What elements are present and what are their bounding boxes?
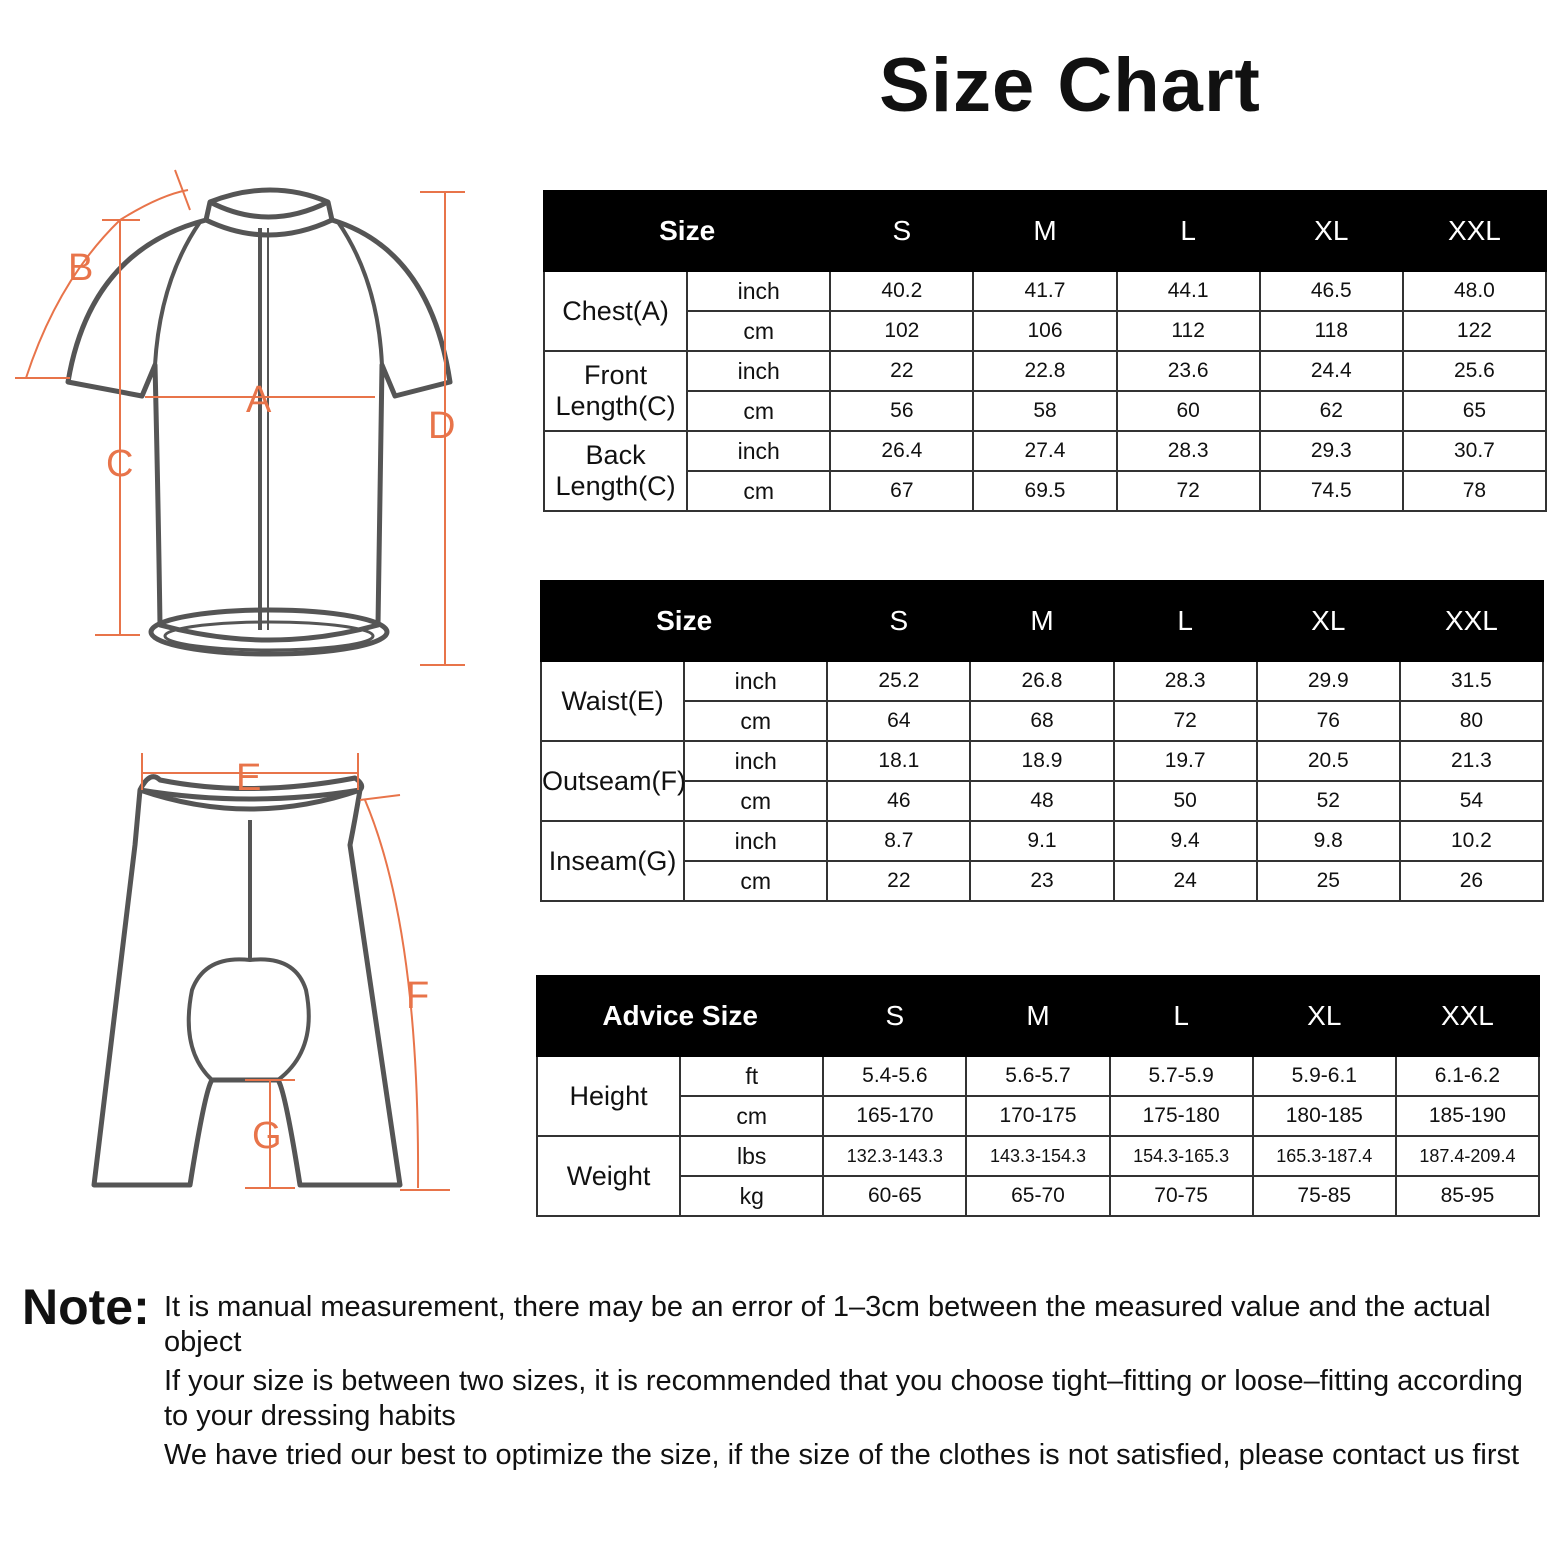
- table-cell: 41.7: [973, 271, 1116, 311]
- table-cell: 52: [1257, 781, 1400, 821]
- note-line: We have tried our best to optimize the size, if the size of the clothes is not satisfied, please contact us first: [164, 1439, 1520, 1471]
- unit-label: inch: [684, 661, 827, 701]
- table-row: [541, 821, 1543, 861]
- unit-label: inch: [684, 821, 827, 861]
- unit-label: inch: [687, 431, 830, 471]
- table-cell: 22: [830, 351, 973, 391]
- table-header-size: M: [973, 191, 1116, 271]
- table-cell: 58: [973, 391, 1116, 431]
- table-row: [537, 1096, 1539, 1136]
- table-cell: 48: [970, 781, 1113, 821]
- table-cell: 175-180: [1110, 1096, 1253, 1136]
- table-cell: 25.2: [827, 661, 970, 701]
- table-cell: 112: [1117, 311, 1260, 351]
- table-cell: 74.5: [1260, 471, 1403, 511]
- table-cell: 106: [973, 311, 1116, 351]
- table-cell: 165-170: [823, 1096, 966, 1136]
- table-header-size: XL: [1257, 581, 1400, 661]
- table-row: [541, 701, 1543, 741]
- table-cell: 30.7: [1403, 431, 1546, 471]
- table-cell: 69.5: [973, 471, 1116, 511]
- table-cell: 25: [1257, 861, 1400, 901]
- table-row: [544, 271, 1546, 311]
- unit-label: cm: [687, 391, 830, 431]
- table-cell: 65-70: [966, 1176, 1109, 1216]
- shorts-outline: [94, 790, 400, 1185]
- table-cell: 24.4: [1260, 351, 1403, 391]
- table-cell: 70-75: [1110, 1176, 1253, 1216]
- table-header-size: M: [966, 976, 1109, 1056]
- table-cell: 154.3-165.3: [1110, 1136, 1253, 1176]
- table-cell: 50: [1114, 781, 1257, 821]
- table-cell: 22: [827, 861, 970, 901]
- table-header-size: XL: [1253, 976, 1396, 1056]
- unit-label: lbs: [680, 1136, 823, 1176]
- table-cell: 118: [1260, 311, 1403, 351]
- table-cell: 85-95: [1396, 1176, 1539, 1216]
- table-cell: 21.3: [1400, 741, 1543, 781]
- table-cell: 25.6: [1403, 351, 1546, 391]
- table-cell: 29.9: [1257, 661, 1400, 701]
- table-row: [541, 781, 1543, 821]
- table-cell: 143.3-154.3: [966, 1136, 1109, 1176]
- unit-label: inch: [684, 741, 827, 781]
- table-cell: 102: [830, 311, 973, 351]
- table-cell: 18.1: [827, 741, 970, 781]
- note-line: If your size is between two sizes, it is recommended that you choose tight–fitting or loose–fitting according to your dressing habits: [164, 1365, 1523, 1432]
- table-cell: 26.8: [970, 661, 1113, 701]
- table-cell: 170-175: [966, 1096, 1109, 1136]
- table-cell: 48.0: [1403, 271, 1546, 311]
- table-header-size: S: [827, 581, 970, 661]
- note-line: It is manual measurement, there may be an error of 1–3cm between the measured value and the actual object: [164, 1291, 1491, 1358]
- table-cell: 18.9: [970, 741, 1113, 781]
- measurement-label: Waist(E): [541, 661, 684, 741]
- measurement-label: Back Length(C): [544, 431, 687, 511]
- table-cell: 165.3-187.4: [1253, 1136, 1396, 1176]
- table-cell: 122: [1403, 311, 1546, 351]
- label-c: C: [106, 443, 134, 485]
- table-row: [537, 1056, 1539, 1096]
- shorts-size-table: [540, 580, 1544, 902]
- table-cell: 6.1-6.2: [1396, 1056, 1539, 1096]
- unit-label: cm: [687, 471, 830, 511]
- page-title: Size Chart: [879, 43, 1261, 128]
- jersey-size-table: [543, 190, 1547, 512]
- table-cell: 26: [1400, 861, 1543, 901]
- shorts-diagram: [80, 750, 480, 1200]
- table-cell: 68: [970, 701, 1113, 741]
- table-cell: 24: [1114, 861, 1257, 901]
- table-cell: 76: [1257, 701, 1400, 741]
- table-cell: 27.4: [973, 431, 1116, 471]
- table-cell: 56: [830, 391, 973, 431]
- note-label: Note:: [22, 1279, 150, 1335]
- table-row: [544, 311, 1546, 351]
- label-d: D: [428, 405, 456, 447]
- table-cell: 40.2: [830, 271, 973, 311]
- table-header-size: S: [823, 976, 966, 1056]
- table-cell: 28.3: [1114, 661, 1257, 701]
- table-row: [544, 471, 1546, 511]
- label-b: B: [68, 247, 94, 289]
- table-row: [544, 391, 1546, 431]
- table-cell: 44.1: [1117, 271, 1260, 311]
- table-header-size: L: [1114, 581, 1257, 661]
- label-a: A: [246, 379, 272, 421]
- table-cell: 78: [1403, 471, 1546, 511]
- table-cell: 62: [1260, 391, 1403, 431]
- table-header-label: Size: [544, 191, 830, 271]
- table-cell: 5.6-5.7: [966, 1056, 1109, 1096]
- table-header-label: Advice Size: [537, 976, 823, 1056]
- table-cell: 23.6: [1117, 351, 1260, 391]
- table-cell: 80: [1400, 701, 1543, 741]
- table-cell: 72: [1117, 471, 1260, 511]
- table-cell: 187.4-209.4: [1396, 1136, 1539, 1176]
- table-header-size: XXL: [1403, 191, 1546, 271]
- table-row: [541, 661, 1543, 701]
- table-header-size: S: [830, 191, 973, 271]
- table-cell: 8.7: [827, 821, 970, 861]
- unit-label: kg: [680, 1176, 823, 1216]
- table-cell: 9.8: [1257, 821, 1400, 861]
- table-cell: 75-85: [1253, 1176, 1396, 1216]
- measurement-label: Outseam(F): [541, 741, 684, 821]
- jersey-diagram: [10, 160, 490, 680]
- unit-label: cm: [684, 701, 827, 741]
- table-cell: 22.8: [973, 351, 1116, 391]
- table-cell: 180-185: [1253, 1096, 1396, 1136]
- table-header-label: Size: [541, 581, 827, 661]
- label-f: F: [406, 975, 430, 1017]
- table-header-size: L: [1110, 976, 1253, 1056]
- table-cell: 60: [1117, 391, 1260, 431]
- table-row: [537, 1176, 1539, 1216]
- table-cell: 185-190: [1396, 1096, 1539, 1136]
- advice-size-table: [536, 975, 1540, 1217]
- table-row: [537, 1136, 1539, 1176]
- table-cell: 46.5: [1260, 271, 1403, 311]
- measurement-label: Weight: [537, 1136, 680, 1216]
- table-row: [541, 861, 1543, 901]
- table-row: [544, 351, 1546, 391]
- table-header-size: M: [970, 581, 1113, 661]
- table-row: [541, 741, 1543, 781]
- measurement-label: Front Length(C): [544, 351, 687, 431]
- table-cell: 54: [1400, 781, 1543, 821]
- unit-label: cm: [684, 781, 827, 821]
- unit-label: cm: [684, 861, 827, 901]
- table-cell: 72: [1114, 701, 1257, 741]
- table-row: [544, 431, 1546, 471]
- measurement-label: Height: [537, 1056, 680, 1136]
- table-cell: 20.5: [1257, 741, 1400, 781]
- unit-label: inch: [687, 351, 830, 391]
- table-cell: 60-65: [823, 1176, 966, 1216]
- table-cell: 31.5: [1400, 661, 1543, 701]
- label-g: G: [252, 1115, 282, 1157]
- table-cell: 26.4: [830, 431, 973, 471]
- table-header-size: XXL: [1396, 976, 1539, 1056]
- table-cell: 29.3: [1260, 431, 1403, 471]
- table-cell: 10.2: [1400, 821, 1543, 861]
- unit-label: ft: [680, 1056, 823, 1096]
- unit-label: cm: [680, 1096, 823, 1136]
- table-cell: 5.9-6.1: [1253, 1056, 1396, 1096]
- measurement-label: Chest(A): [544, 271, 687, 351]
- measurement-label: Inseam(G): [541, 821, 684, 901]
- table-cell: 9.1: [970, 821, 1113, 861]
- table-cell: 132.3-143.3: [823, 1136, 966, 1176]
- table-header-size: XL: [1260, 191, 1403, 271]
- table-cell: 64: [827, 701, 970, 741]
- table-header-size: XXL: [1400, 581, 1543, 661]
- table-cell: 23: [970, 861, 1113, 901]
- label-e: E: [236, 757, 262, 799]
- table-cell: 28.3: [1117, 431, 1260, 471]
- table-cell: 5.4-5.6: [823, 1056, 966, 1096]
- unit-label: cm: [687, 311, 830, 351]
- table-cell: 5.7-5.9: [1110, 1056, 1253, 1096]
- table-cell: 46: [827, 781, 970, 821]
- table-cell: 67: [830, 471, 973, 511]
- table-cell: 19.7: [1114, 741, 1257, 781]
- table-header-size: L: [1117, 191, 1260, 271]
- unit-label: inch: [687, 271, 830, 311]
- table-cell: 9.4: [1114, 821, 1257, 861]
- table-cell: 65: [1403, 391, 1546, 431]
- note-text: [164, 1290, 1554, 1477]
